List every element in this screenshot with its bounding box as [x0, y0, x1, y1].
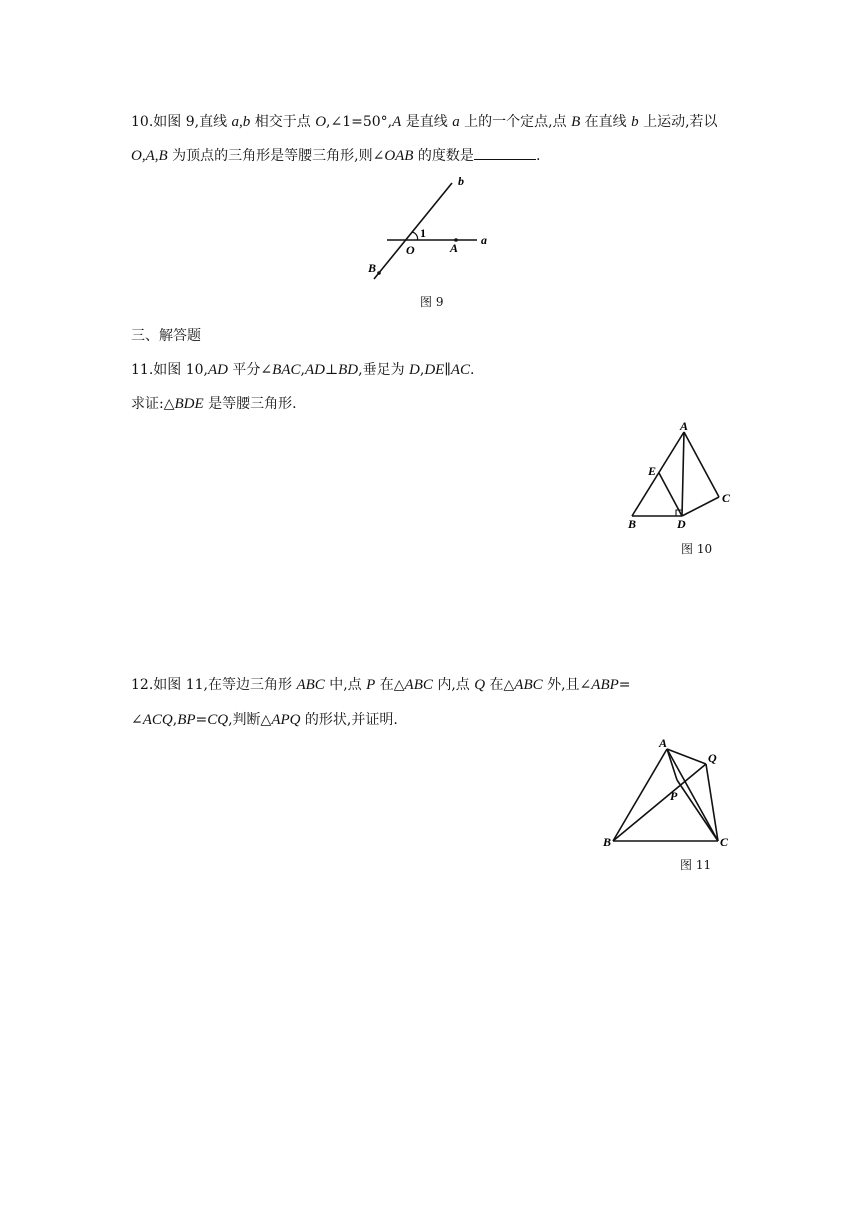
label-d: D: [677, 517, 686, 531]
angle-1-arc: [412, 232, 418, 240]
figure-11: [600, 730, 740, 855]
label-e: E: [648, 464, 657, 478]
label-b: b: [458, 174, 464, 188]
label-b: B: [628, 517, 637, 531]
segment-ab: [632, 432, 684, 516]
label-a-line: a: [481, 233, 487, 247]
label-a: A: [659, 736, 668, 750]
section-heading: 三、解答题: [131, 328, 201, 344]
caption-fig10: 图 10: [681, 542, 713, 556]
label-p: P: [670, 789, 678, 803]
label-b: B: [603, 835, 612, 849]
q10-line1: 10.如图 9,直线 a,b 相交于点 O,∠1=50°,A 是直线 a 上的一个定点,点 B 在直线 b 上运动,若以: [131, 114, 718, 130]
caption-fig11: 图 11: [680, 858, 712, 872]
segment-dc: [682, 497, 719, 516]
label-a: A: [680, 419, 689, 433]
answer-blank: [474, 147, 536, 160]
q11-line1: 11.如图 10,AD 平分∠BAC,AD⊥BD,垂足为 D,DE∥AC.: [131, 362, 475, 378]
segment-aq: [667, 749, 706, 764]
q11-line2: 求证:△BDE 是等腰三角形.: [131, 396, 297, 412]
segment-ac: [684, 432, 719, 497]
label-o: O: [406, 243, 415, 257]
label-a-point: A: [450, 241, 459, 255]
point-b: [377, 271, 381, 275]
q12-line1: 12.如图 11,在等边三角形 ABC 中,点 P 在△ABC 内,点 Q 在△ABC 外,且∠ABP=: [131, 677, 631, 693]
figure-9: [360, 170, 500, 285]
segment-ad: [682, 432, 684, 516]
q12-line2: ∠ACQ,BP=CQ,判断△APQ 的形状,并证明.: [131, 712, 398, 728]
label-1: 1: [420, 226, 426, 240]
segment-ab: [613, 749, 667, 841]
caption-fig9: 图 9: [420, 295, 444, 309]
label-c: C: [720, 835, 729, 849]
label-b-point: B: [368, 261, 377, 275]
label-q: Q: [708, 751, 717, 765]
q10-line2: O,A,B 为顶点的三角形是等腰三角形,则∠OAB 的度数是 .: [131, 148, 541, 164]
line-b: [374, 183, 452, 279]
figure-10: [620, 415, 740, 535]
segment-pc: [677, 780, 718, 841]
label-c: C: [722, 491, 731, 505]
